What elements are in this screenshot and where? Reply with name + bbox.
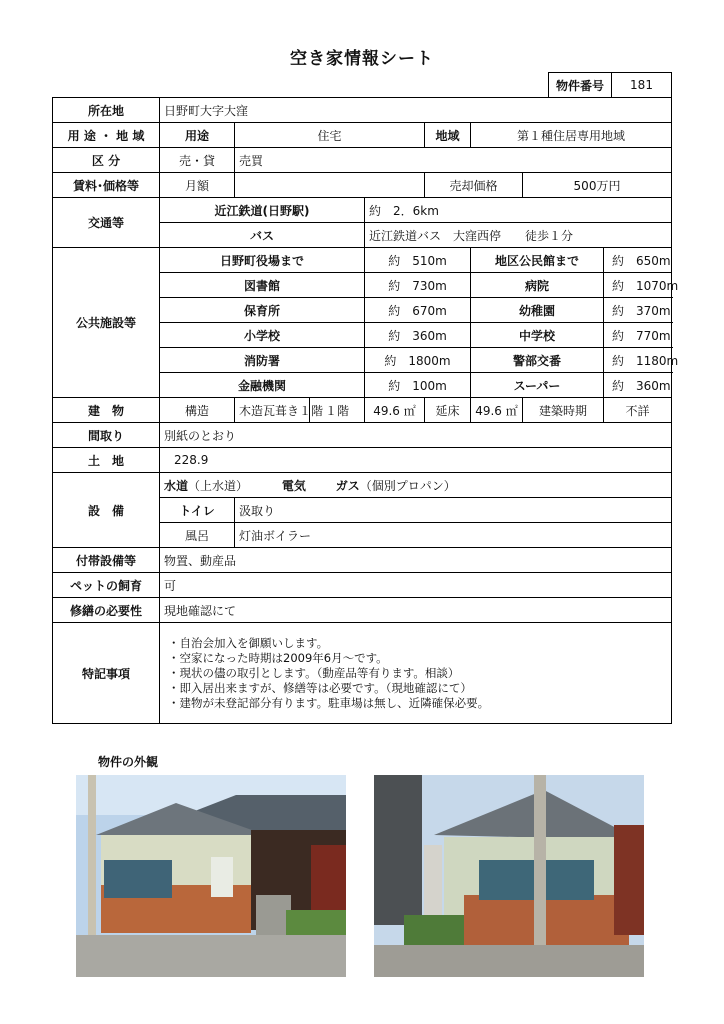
facility-distance: 約 370m [604, 298, 672, 323]
electric-label: 電気 [281, 478, 306, 493]
facility-name: スーパー [471, 373, 604, 398]
floor1-area: 49.6 ㎡ [365, 398, 425, 423]
row-layout [53, 423, 672, 448]
facility-distance: 約 1180m [604, 348, 672, 373]
row-transport-1 [53, 198, 672, 223]
water-label: 水道 [164, 478, 189, 493]
row-location [53, 98, 672, 123]
repair-value: 現地確認にて [160, 598, 672, 623]
note-line: ・建物が未登記部分有ります。駐車場は無し、近隣確保必要。 [168, 695, 490, 710]
building-label: 建 物 [53, 398, 160, 423]
land-value: 228.9 [160, 448, 672, 473]
facility-distance: 約 1070m [604, 273, 672, 298]
utilities-cell [160, 473, 672, 498]
pets-value: 可 [160, 573, 672, 598]
row-land [53, 448, 672, 473]
total-floor-area: 49.6 ㎡ [471, 398, 523, 423]
zone-value: 第１種住居専用地域 [471, 123, 672, 148]
note-line: ・空家になった時期は2009年6月～です。 [168, 650, 388, 665]
photos-title: 物件の外観 [98, 755, 159, 769]
accessory-value: 物置、動産品 [160, 548, 672, 573]
property-info-table [52, 97, 679, 724]
facility-name: 小学校 [160, 323, 365, 348]
row-category [53, 148, 672, 173]
row-usage [53, 123, 672, 148]
facility-name: 消防署 [160, 348, 365, 373]
facility-row [53, 248, 672, 273]
transport-name: 近江鉄道(日野駅) [160, 198, 365, 223]
facility-name: 地区公民館まで [471, 248, 604, 273]
use-label: 用途 [160, 123, 235, 148]
row-pets [53, 573, 672, 598]
facility-distance: 約 1800m [365, 348, 471, 373]
facility-distance: 約 670m [365, 298, 471, 323]
transport-name: バス [160, 223, 365, 248]
facility-name: 中学校 [471, 323, 604, 348]
monthly-label: 月額 [160, 173, 235, 198]
facility-distance: 約 360m [365, 323, 471, 348]
gas-label: ガス [335, 478, 360, 493]
transport-value: 約 2．6km [365, 198, 672, 223]
facility-name: 日野町役場まで [160, 248, 365, 273]
facility-name: 図書館 [160, 273, 365, 298]
sale-price-label: 売却価格 [425, 173, 523, 198]
built-date-label: 建築時期 [523, 398, 604, 423]
notes-content [160, 623, 672, 724]
floor1-label: １階 [310, 398, 365, 423]
notes-label: 特記事項 [53, 623, 160, 724]
category-sub-label: 売・貸 [160, 148, 235, 173]
land-label: 土 地 [53, 448, 160, 473]
facility-distance: 約 650m [604, 248, 672, 273]
sheet-title: 空き家情報シート [290, 49, 434, 69]
facility-name: 病院 [471, 273, 604, 298]
note-line: ・即入居出来ますが、修繕等は必要です。（現地確認にて） [168, 680, 472, 695]
row-equipment-utilities [53, 473, 672, 498]
water-value: （上水道） [188, 478, 249, 493]
facilities-label: 公共施設等 [53, 248, 160, 398]
zone-label: 地域 [425, 123, 471, 148]
facility-name: 幼稚園 [471, 298, 604, 323]
property-number-label: 物件番号 [549, 73, 612, 97]
exterior-photo-right [374, 775, 644, 977]
equipment-label: 設 備 [53, 473, 160, 548]
toilet-label: トイレ [160, 498, 235, 523]
exterior-photo-left [76, 775, 346, 977]
row-building [53, 398, 672, 423]
structure-label: 構造 [160, 398, 235, 423]
note-line: ・現状の儘の取引とします。（動産品等有ります。相談） [168, 665, 460, 680]
category-value: 売買 [235, 148, 672, 173]
price-label: 賃料･価格等 [53, 173, 160, 198]
monthly-value [235, 173, 425, 198]
facility-name: 金融機関 [160, 373, 365, 398]
facility-name: 保育所 [160, 298, 365, 323]
accessory-label: 付帯設備等 [53, 548, 160, 573]
facility-distance: 約 770m [604, 323, 672, 348]
usage-label: 用 途 ・ 地 域 [53, 123, 160, 148]
toilet-value: 汲取り [235, 498, 672, 523]
note-line: ・自治会加入を御願いします。 [168, 635, 329, 650]
total-floor-label: 延床 [425, 398, 471, 423]
facility-distance: 約 100m [365, 373, 471, 398]
pets-label: ペットの飼育 [53, 573, 160, 598]
row-notes [53, 623, 672, 724]
bath-value: 灯油ボイラー [235, 523, 672, 548]
transport-label: 交通等 [53, 198, 160, 248]
property-number-value: 181 [630, 78, 653, 92]
row-price [53, 173, 672, 198]
transport-value: 近江鉄道バス 大窪西停 徒歩１分 [365, 223, 672, 248]
facility-distance: 約 360m [604, 373, 672, 398]
layout-value: 別紙のとおり [160, 423, 672, 448]
structure-value: 木造瓦葺き１階 [235, 398, 310, 423]
location-value: 日野町大字大窪 [160, 98, 672, 123]
sale-price-value: 500万円 [523, 173, 672, 198]
facility-distance: 約 510m [365, 248, 471, 273]
use-value: 住宅 [235, 123, 425, 148]
facility-distance: 約 730m [365, 273, 471, 298]
built-date-value: 不詳 [604, 398, 672, 423]
gas-value: （個別プロパン） [359, 478, 456, 493]
row-repair [53, 598, 672, 623]
layout-label: 間取り [53, 423, 160, 448]
repair-label: 修繕の必要性 [53, 598, 160, 623]
category-label: 区 分 [53, 148, 160, 173]
location-label: 所在地 [53, 98, 160, 123]
facility-name: 警部交番 [471, 348, 604, 373]
property-number-box [548, 72, 672, 98]
row-accessory [53, 548, 672, 573]
bath-label: 風呂 [160, 523, 235, 548]
